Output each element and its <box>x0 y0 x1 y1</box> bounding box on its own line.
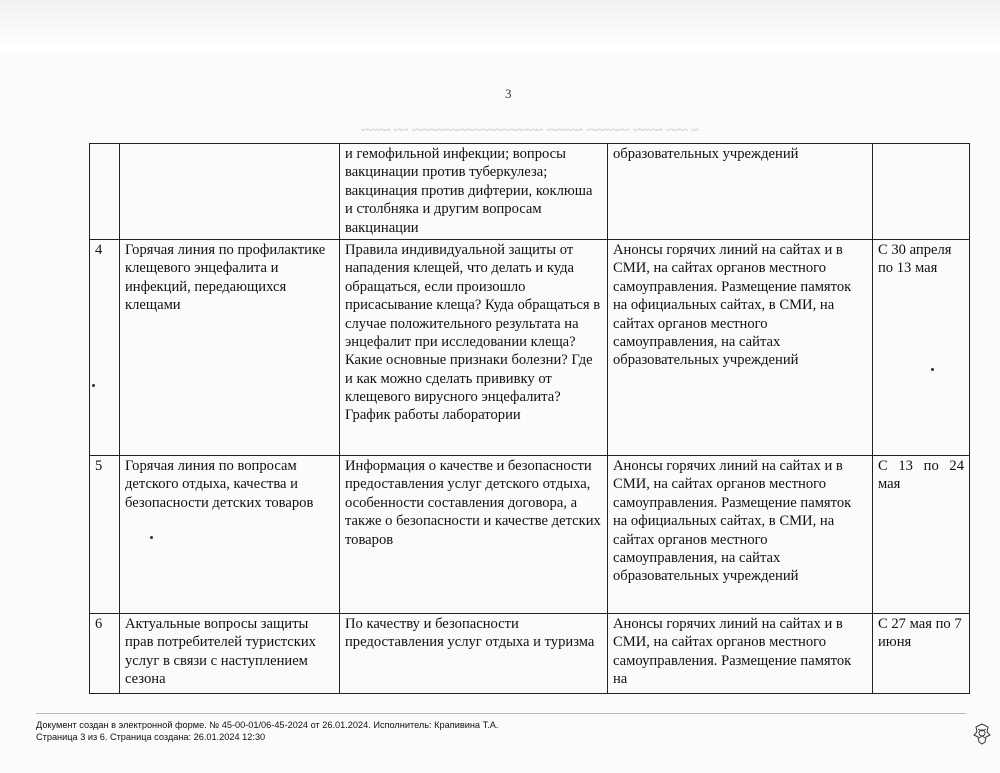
scan-top-edge <box>0 0 1000 52</box>
hotline-questions: Информация о качестве и безопасности предоставления услуг детского отдыха, особенности составления договора, а также о безопасности и качестве детских товаров <box>340 456 608 614</box>
row-number: 5 <box>90 456 120 614</box>
hotline-measures: Анонсы горячих линий на сайтах и в СМИ, на сайтах органов местного самоуправления. Размещение памяток на официальных сайтах, в СМИ, на сайтах органов местного самоуправления, на сайтах образовательных учреждений <box>608 456 873 614</box>
scan-speck <box>931 368 934 371</box>
hotline-measures: образовательных учреждений <box>608 144 873 240</box>
footer-document-info: Документ создан в электронной форме. № 45-00-01/06-45-2024 от 26.01.2024. Исполнитель: Крапивина Т.А. <box>36 720 499 730</box>
hotline-questions: Правила индивидуальной защиты от нападения клещей, что делать и куда обращаться, если произошло присасывание клеща? Куда обращаться в случае положительного результата на энцефалит при исследовании клеща? Какие основные признаки болезни? Где и как можно сделать прививку от клещевого вирусного энцефалита? График работы лаборатории <box>340 240 608 456</box>
document-footer <box>36 719 498 743</box>
coat-of-arms-icon <box>972 723 992 745</box>
scan-speck <box>92 384 95 387</box>
footer-page-info: Страница 3 из 6. Страница создана: 26.01.2024 12:30 <box>36 732 266 742</box>
row-number: 6 <box>90 614 120 694</box>
scan-speck <box>150 536 153 539</box>
hotline-measures: Анонсы горячих линий на сайтах и в СМИ, на сайтах органов местного самоуправления. Размещение памяток на <box>608 614 873 694</box>
hotline-dates: С 30 апреля по 13 мая <box>873 240 970 456</box>
hotline-schedule-table <box>89 143 970 694</box>
hotline-dates: С 13 по 24 мая <box>873 456 970 614</box>
hotline-measures: Анонсы горячих линий на сайтах и в СМИ, на сайтах органов местного самоуправления. Размещение памяток на официальных сайтах, в СМИ, на сайтах органов местного самоуправления, на сайтах образовательных учреждений <box>608 240 873 456</box>
row-number <box>90 144 120 240</box>
hotline-dates <box>873 144 970 240</box>
hotline-topic: Горячая линия по вопросам детского отдыха, качества и безопасности детских товаров <box>120 456 340 614</box>
hotline-topic: Актуальные вопросы защиты прав потребителей туристских услуг в связи с наступлением сезона <box>120 614 340 694</box>
hotline-topic <box>120 144 340 240</box>
table-row <box>90 240 970 456</box>
hotline-dates: С 27 мая по 7 июня <box>873 614 970 694</box>
footer-divider <box>36 713 966 714</box>
hotline-topic: Горячая линия по профилактике клещевого энцефалита и инфекций, передающихся клещами <box>120 240 340 456</box>
row-number: 4 <box>90 240 120 456</box>
table-row <box>90 614 970 694</box>
page-number: 3 <box>505 86 512 101</box>
hotline-questions: По качеству и безопасности предоставления услуг отдыха и туризма <box>340 614 608 694</box>
bleed-through-text: ~ ~~~ ~~~~ ~~~~~~ ~~~~~ ~~~~~~~~~~~~~~~~~~ ~~ ~~~~ <box>361 123 699 138</box>
hotline-questions: и гемофильной инфекции; вопросы вакцинации против туберкулеза; вакцинация против дифтерии, коклюша и столбняка и другим вопросам вакцинации <box>340 144 608 240</box>
table-row <box>90 456 970 614</box>
table-row <box>90 144 970 240</box>
